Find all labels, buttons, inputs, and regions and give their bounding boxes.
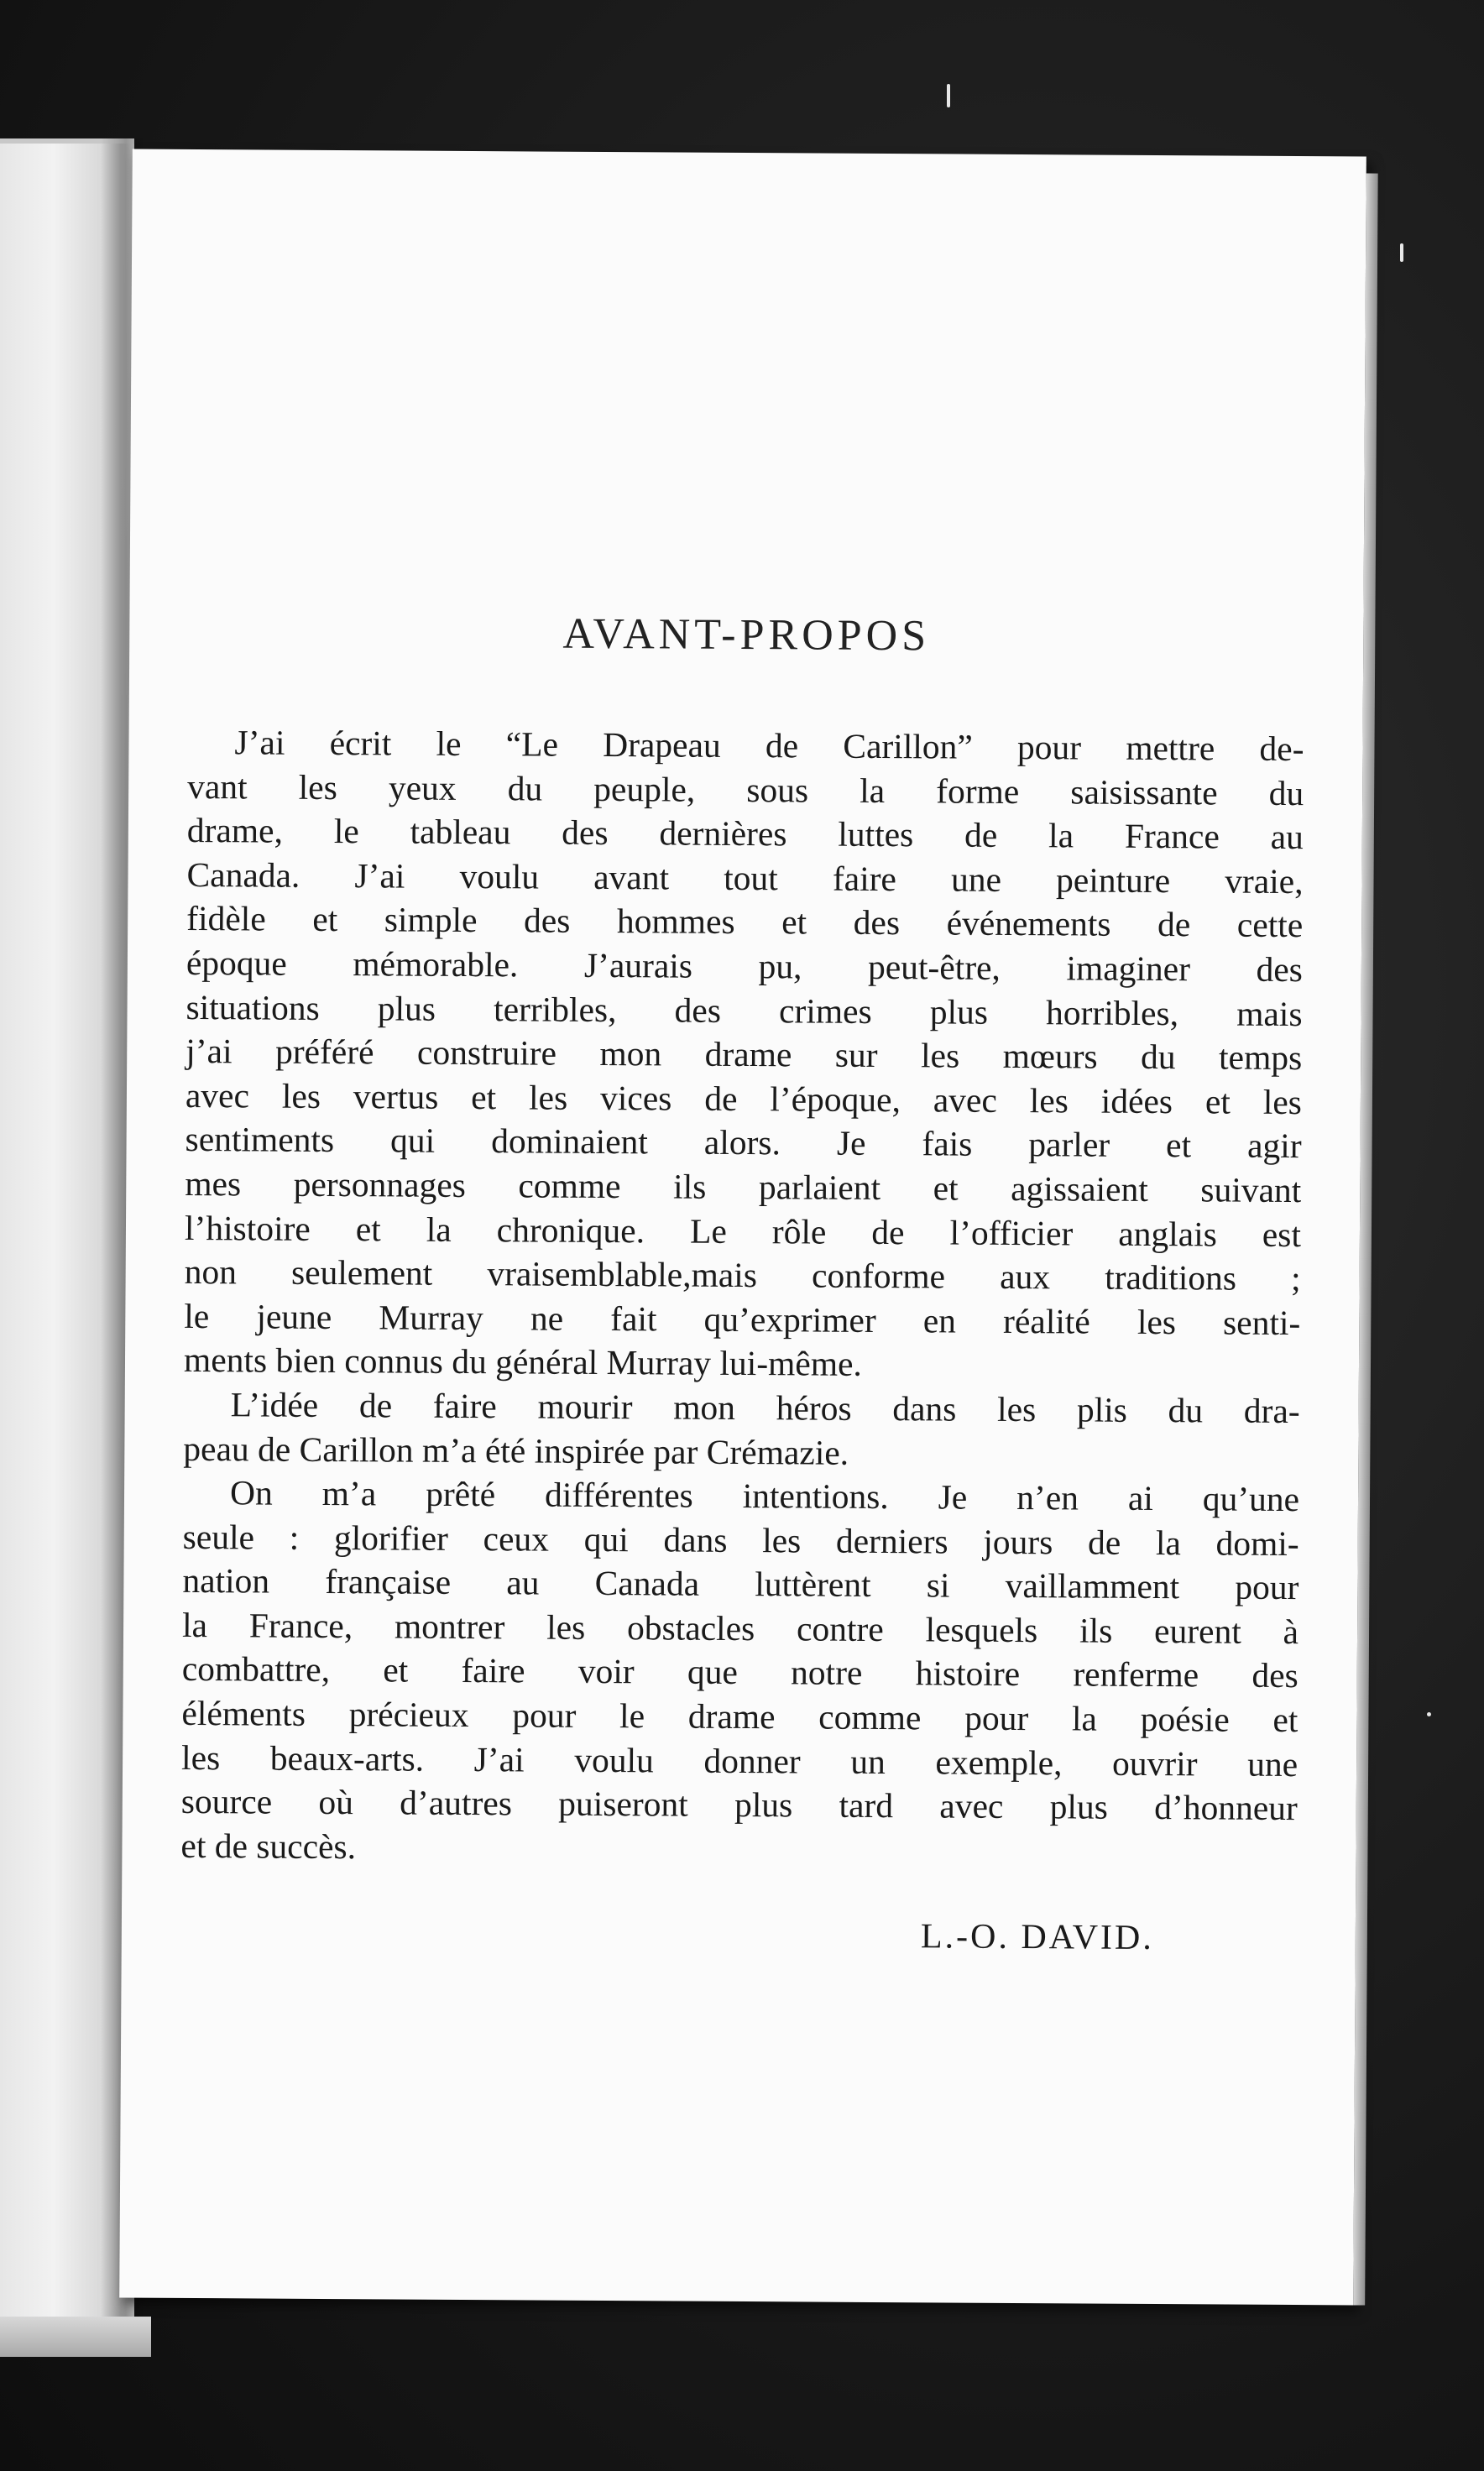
text-line: l’histoire et la chronique. Le rôle de l’officier anglais est <box>184 1208 1302 1254</box>
text-line: fidèle et simple des hommes et des événements de cette <box>186 899 1304 945</box>
book-page <box>119 149 1366 2306</box>
text-line: drame, le tableau des dernières luttes de la France au <box>186 811 1304 857</box>
text-line: le jeune Murray ne fait qu’exprimer en réalité les senti- <box>184 1296 1301 1342</box>
dust-speck <box>947 84 950 107</box>
text-line: époque mémorable. J’aurais pu, peut-être, imaginer des <box>186 943 1304 990</box>
text-line: Canada. J’ai voulu avant tout faire une peinture vraie, <box>186 854 1304 901</box>
text-line: avec les vertus et les vices de l’époque, avec les idées et les <box>185 1075 1303 1121</box>
text-line: J’ai écrit le “Le Drapeau de Carillon” pour mettre de- <box>234 723 1304 769</box>
book-cover-edge <box>0 2317 151 2357</box>
text-line: les beaux-arts. J’ai voulu donner un exemple, ouvrir une <box>180 1737 1298 1784</box>
text-line: vant les yeux du peuple, sous la forme saisissante du <box>187 766 1304 812</box>
text-line: non seulement vraisemblable,mais conforme aux traditions ; <box>184 1252 1301 1298</box>
text-line: On m’a prêté différentes intentions. Je n’en ai qu’une <box>229 1473 1300 1519</box>
text-line: et de succès. <box>180 1826 357 1867</box>
dust-speck <box>1427 1712 1431 1716</box>
author-signature: L.-O. DAVID. <box>920 1917 1154 1958</box>
text-line: situations plus terribles, des crimes plus horribles, mais <box>186 987 1303 1033</box>
dust-speck <box>1400 243 1403 262</box>
text-line: la France, montrer les obstacles contre lesquels ils eurent à <box>181 1605 1299 1651</box>
text-line: seule : glorifier ceux qui dans les derniers jours de la domi- <box>182 1517 1299 1563</box>
text-line: j’ai préféré construire mon drame sur les mœurs du temps <box>186 1032 1303 1078</box>
preface-body <box>180 720 1304 1875</box>
text-line: peau de Carillon m’a été inspirée par Crémazie. <box>183 1429 849 1472</box>
text-line: combattre, et faire voir que notre histoire renferme des <box>181 1649 1298 1695</box>
page-title: AVANT-PROPOS <box>562 609 931 661</box>
text-line: ments bien connus du général Murray lui-même. <box>183 1340 863 1384</box>
text-line: L’idée de faire mourir mon héros dans les plis du dra- <box>230 1385 1300 1430</box>
text-line: source où d’autres puiseront plus tard avec plus d’honneur <box>180 1782 1298 1828</box>
text-line: sentiments qui dominaient alors. Je fais parler et agir <box>185 1120 1302 1166</box>
text-line: éléments précieux pour le drame comme pour la poésie et <box>181 1693 1298 1740</box>
page-stack-edge <box>1353 174 1378 2306</box>
text-line: mes personnages comme ils parlaient et agissaient suivant <box>185 1163 1302 1210</box>
text-line: nation française au Canada luttèrent si vaillamment pour <box>182 1561 1299 1607</box>
